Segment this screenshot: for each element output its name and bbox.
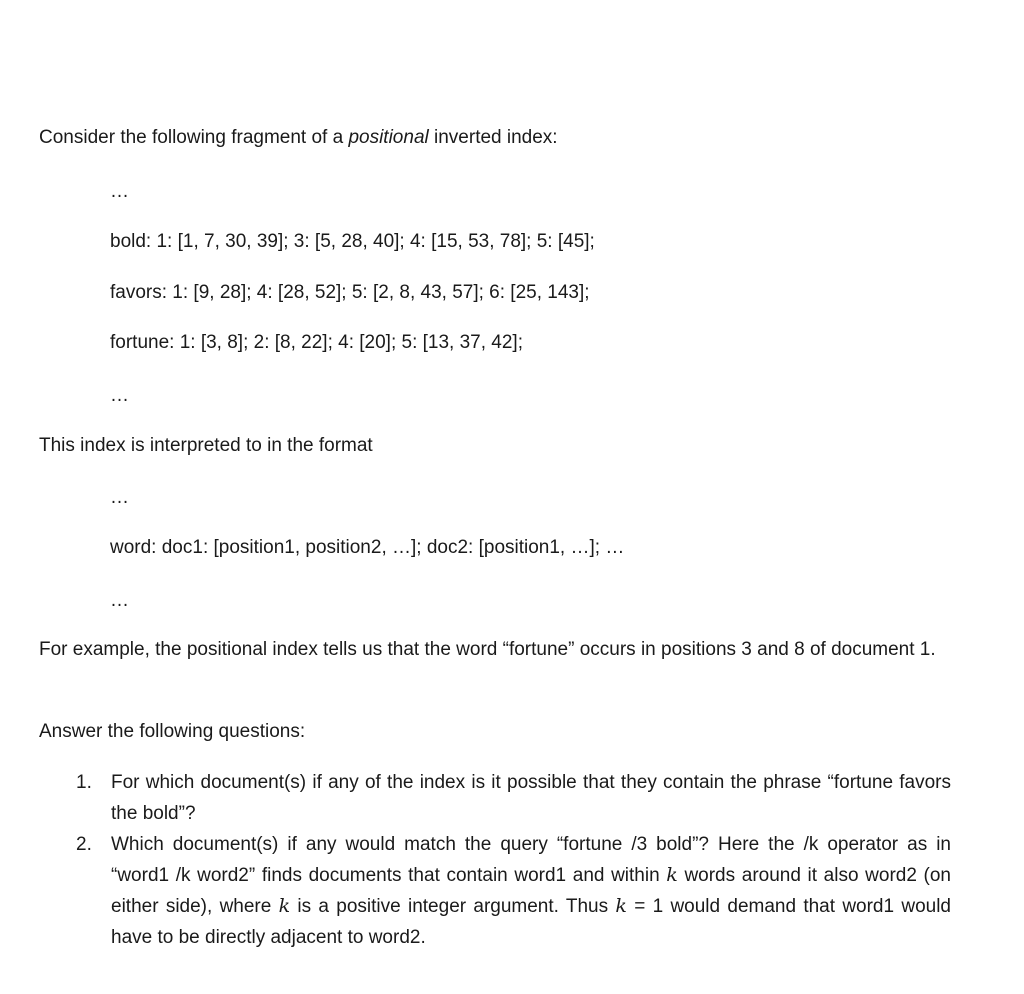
- question-text-part: is a positive integer argument. Thus: [290, 896, 616, 917]
- question-text: [111, 834, 951, 948]
- question-text-part: words around it also word2 (on either side), where: [111, 865, 951, 917]
- intro-text-start: Consider the following fragment of a: [39, 127, 349, 148]
- math-variable-k: k: [278, 895, 291, 917]
- example-paragraph: For example, the positional index tells us that the word “fortune” occurs in positions 3 and 8 of document 1.: [39, 639, 936, 660]
- question-text-part: = 1 would demand that word1 would have to be directly adjacent to word2.: [111, 896, 951, 948]
- question-text: For which document(s) if any of the index is it possible that they contain the phrase “fortune favors the bold”?: [111, 772, 951, 824]
- format-ellipsis-top: …: [110, 487, 129, 508]
- math-variable-k: k: [666, 864, 678, 886]
- answer-intro: Answer the following questions:: [39, 721, 306, 742]
- intro-emphasis: positional: [348, 127, 429, 148]
- intro-text-end: inverted index:: [428, 127, 558, 148]
- question-item: [39, 829, 951, 953]
- index-ellipsis-top: …: [110, 181, 129, 202]
- question-list: [39, 767, 951, 953]
- math-variable-k: k: [615, 895, 627, 917]
- question-text-part: Which document(s) if any would match the query “fortune /3 bold”? Here the /k operator as in “word1 /k word2” finds documents that contain word1 and within: [111, 834, 951, 886]
- format-template: word: doc1: [position1, position2, …]; doc2: [position1, …]; …: [110, 537, 625, 558]
- index-ellipsis-bottom: …: [110, 385, 129, 406]
- index-row-favors: favors: 1: [9, 28]; 4: [28, 52]; 5: [2, 8, 43, 57]; 6: [25, 143];: [110, 282, 590, 303]
- question-number: 1.: [76, 772, 92, 793]
- format-intro: This index is interpreted to in the format: [39, 435, 373, 456]
- question-number: 2.: [76, 834, 92, 855]
- question-item: [39, 767, 951, 829]
- index-row-bold: bold: 1: [1, 7, 30, 39]; 3: [5, 28, 40]; 4: [15, 53, 78]; 5: [45];: [110, 231, 595, 252]
- index-row-fortune: fortune: 1: [3, 8]; 2: [8, 22]; 4: [20]; 5: [13, 37, 42];: [110, 332, 523, 353]
- format-ellipsis-bottom: …: [110, 590, 129, 611]
- intro-paragraph: [39, 126, 558, 150]
